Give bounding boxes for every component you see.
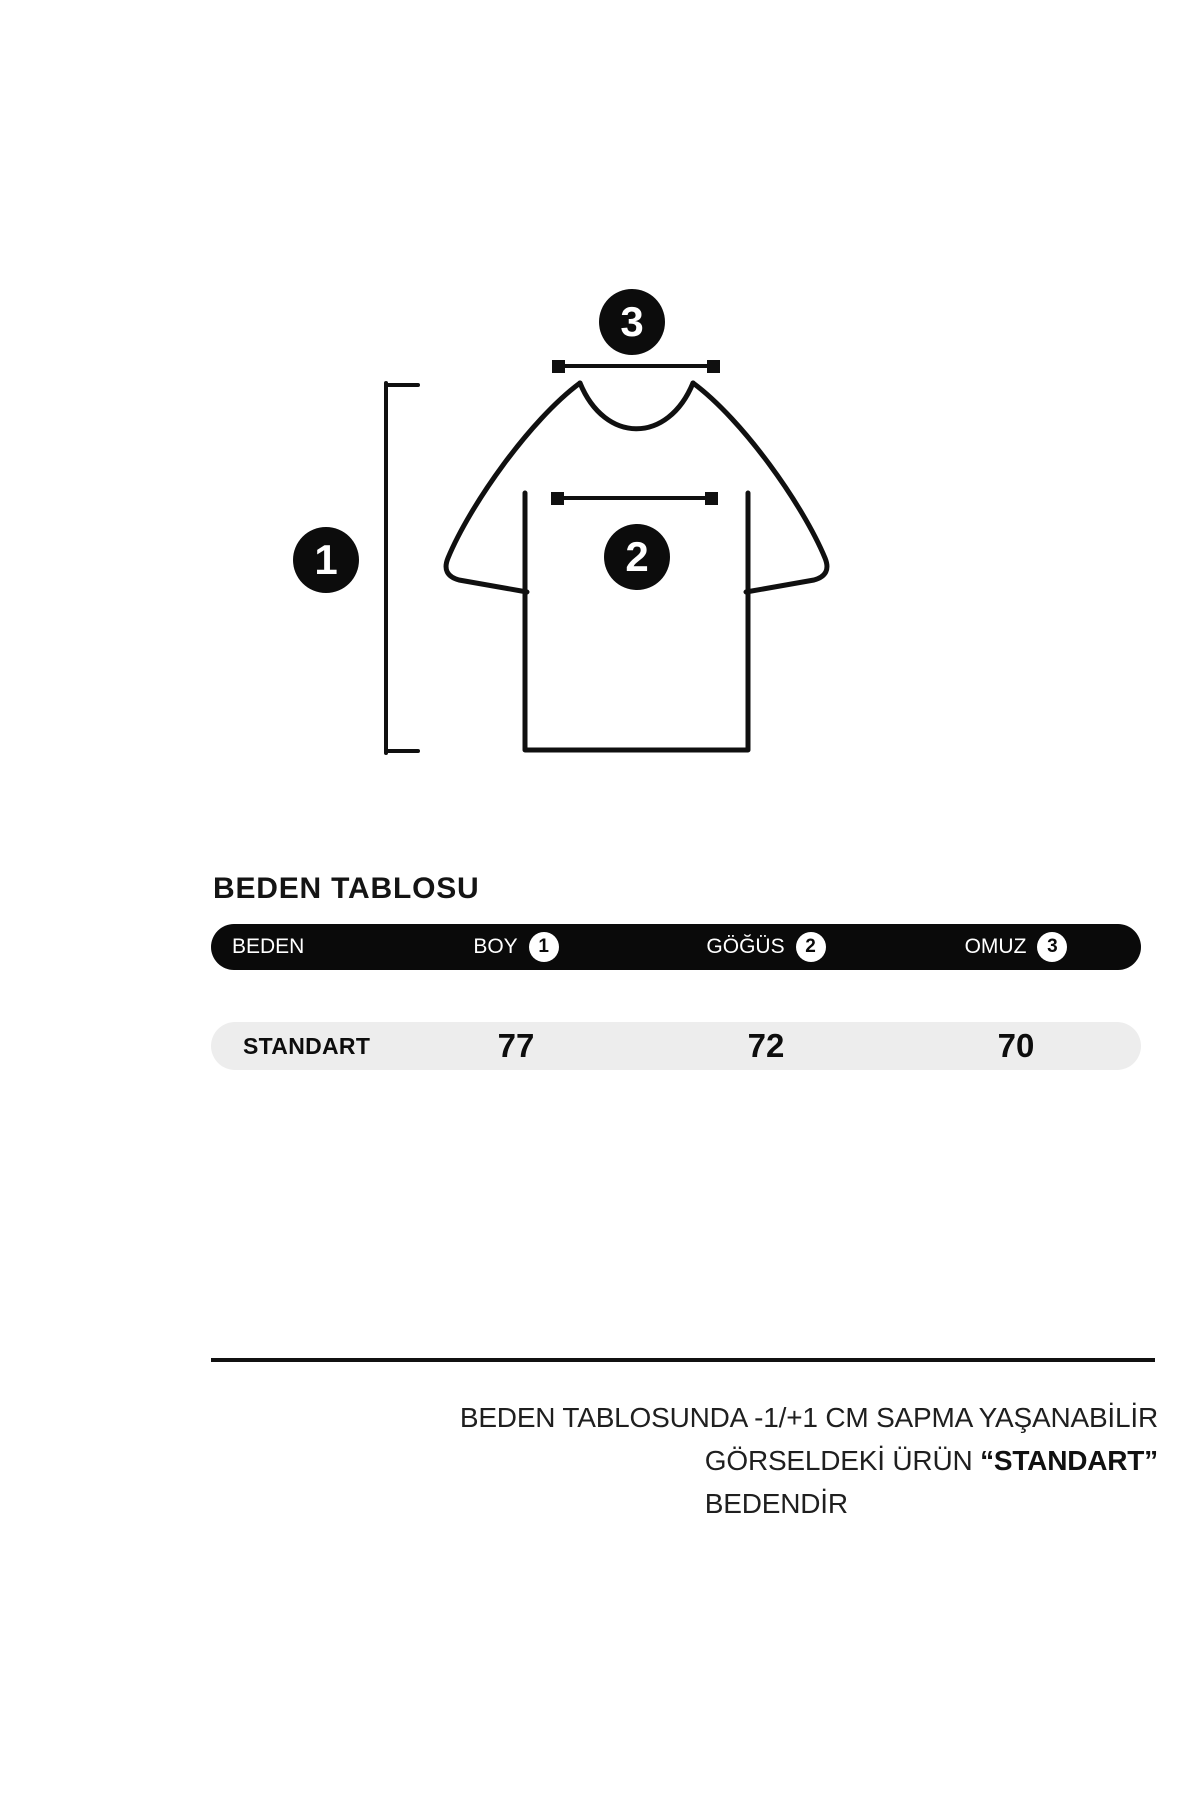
header-cell-gogus xyxy=(641,932,891,962)
header-cell-boy xyxy=(391,932,641,962)
footnote-line-2-bold: “STANDART” xyxy=(980,1445,1158,1476)
tshirt-neckline xyxy=(580,383,693,429)
footnote-line-2 xyxy=(705,1439,1158,1482)
chest-measure-line xyxy=(551,492,718,505)
chest-badge-number: 2 xyxy=(625,533,649,580)
header-cell-beden: BEDEN xyxy=(232,935,305,958)
value-cell-gogus: 72 xyxy=(747,1027,785,1064)
header-badge-2: 2 xyxy=(796,932,826,962)
header-cell-omuz xyxy=(891,932,1141,962)
length-bracket xyxy=(386,383,418,753)
header-badge-1: 1 xyxy=(529,932,559,962)
footnote-line-2-text: GÖRSELDEKİ ÜRÜN xyxy=(704,1445,981,1476)
header-label-gogus: GÖĞÜS xyxy=(706,935,785,958)
footnote-line-3: BEDENDİR xyxy=(704,1488,848,1519)
header-label-boy: BOY xyxy=(473,935,518,958)
length-badge xyxy=(293,527,359,593)
shoulder-badge xyxy=(599,289,665,355)
shoulder-measure-line xyxy=(552,360,720,373)
size-chart-value-row xyxy=(211,1022,1141,1070)
size-chart-title: BEDEN TABLOSU xyxy=(213,872,480,905)
header-badge-3: 3 xyxy=(1037,932,1067,962)
chest-badge xyxy=(604,524,670,590)
value-cell-boy: 77 xyxy=(497,1027,535,1064)
tshirt-left-sleeve xyxy=(446,383,580,592)
size-chart-header-row xyxy=(211,924,1141,970)
footnote xyxy=(460,1396,1158,1525)
footnote-line-1: BEDEN TABLOSUNDA -1/+1 CM SAPMA YAŞANABİLİR xyxy=(459,1402,1158,1433)
header-label-omuz: OMUZ xyxy=(964,935,1027,958)
shoulder-badge-number: 3 xyxy=(620,298,644,345)
footnote-divider xyxy=(211,1358,1155,1362)
value-cell-omuz: 70 xyxy=(997,1027,1035,1064)
tshirt-right-sleeve xyxy=(693,383,827,592)
tshirt-measurement-diagram xyxy=(0,0,1200,820)
footnote-sub-block xyxy=(705,1439,1158,1525)
size-name-cell: STANDART xyxy=(243,1032,371,1059)
length-badge-number: 1 xyxy=(314,536,338,583)
